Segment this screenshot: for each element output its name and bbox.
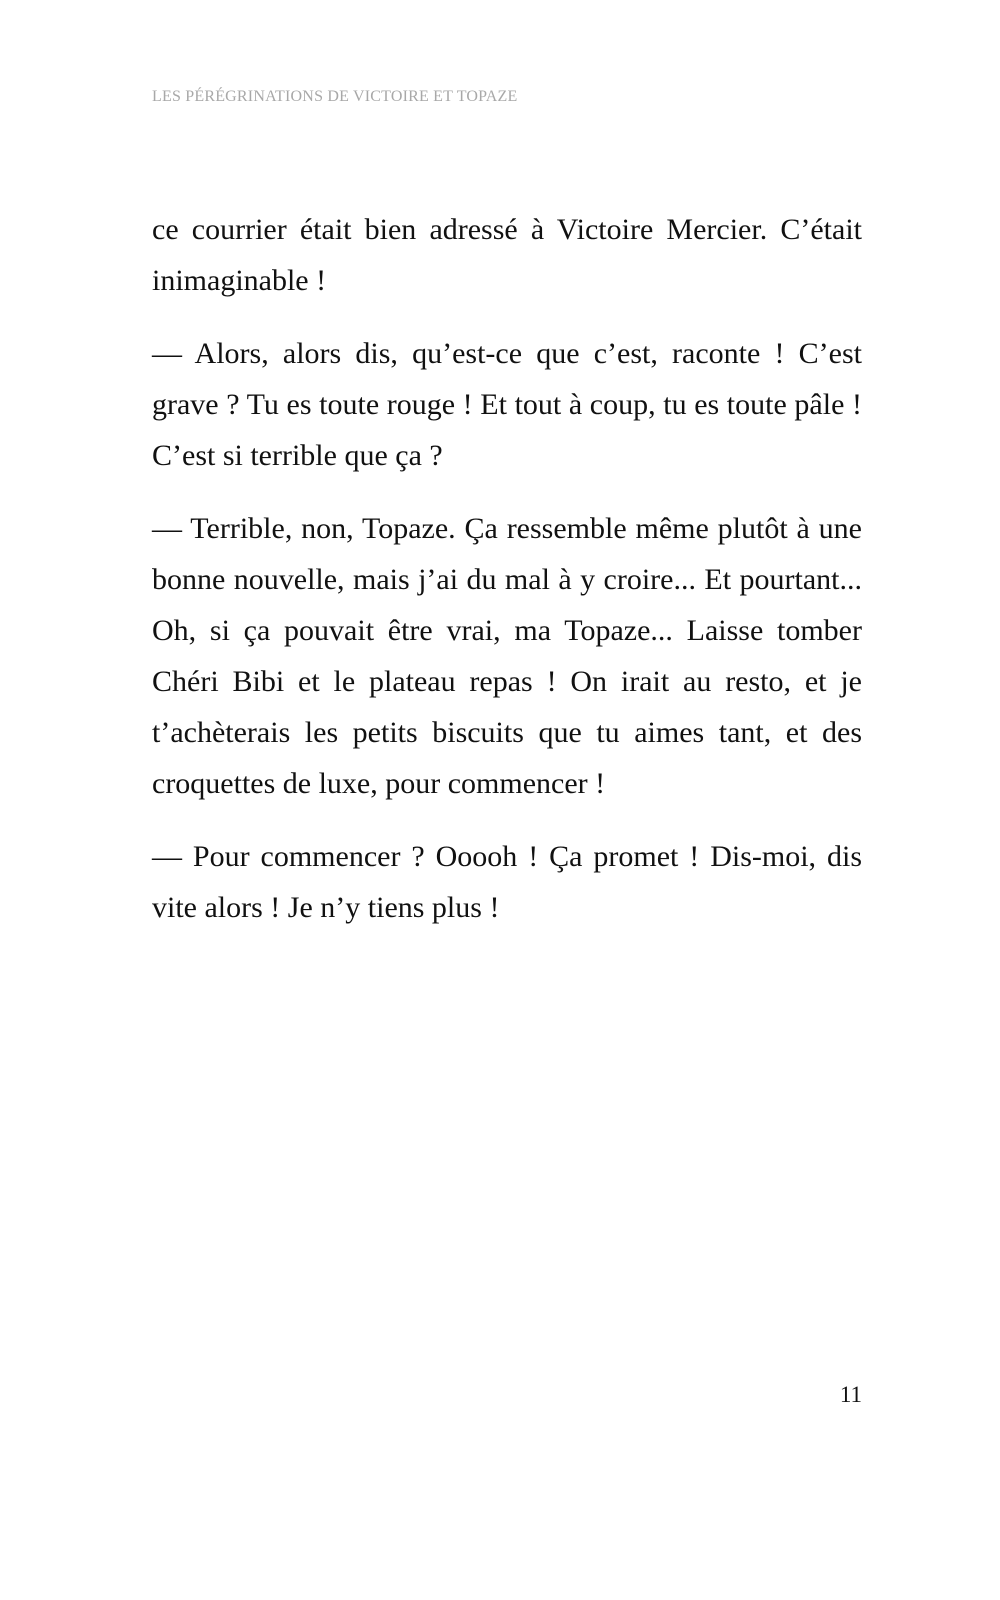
page-number: 11	[839, 1382, 862, 1407]
paragraph: — Pour commencer ? Ooooh ! Ça promet ! Dis-moi, dis vite alors ! Je n’y tiens plus !	[152, 840, 862, 924]
paragraph: — Terrible, non, Topaze. Ça ressemble même plutôt à une bonne nouvelle, mais j’ai du mal à y croire... Et pourtant... Oh, si ça pouvait être vrai, ma Topaze... Laisse tomber Chéri Bibi et le plateau repas ! On irait au resto, et je t’achèterais les petits biscuits que tu aimes tant, et des croquettes de luxe, pour commencer !	[152, 512, 862, 800]
body-text	[152, 204, 862, 955]
paragraph: ce courrier était bien adressé à Victoire Mercier. C’était inimaginable !	[152, 213, 862, 297]
paragraph: — Alors, alors dis, qu’est-ce que c’est, raconte ! C’est grave ? Tu es toute rouge ! Et tout à coup, tu es toute pâle ! C’est si terrible que ça ?	[152, 337, 862, 472]
running-header: LES PÉRÉGRINATIONS DE VICTOIRE ET TOPAZE	[152, 88, 518, 105]
